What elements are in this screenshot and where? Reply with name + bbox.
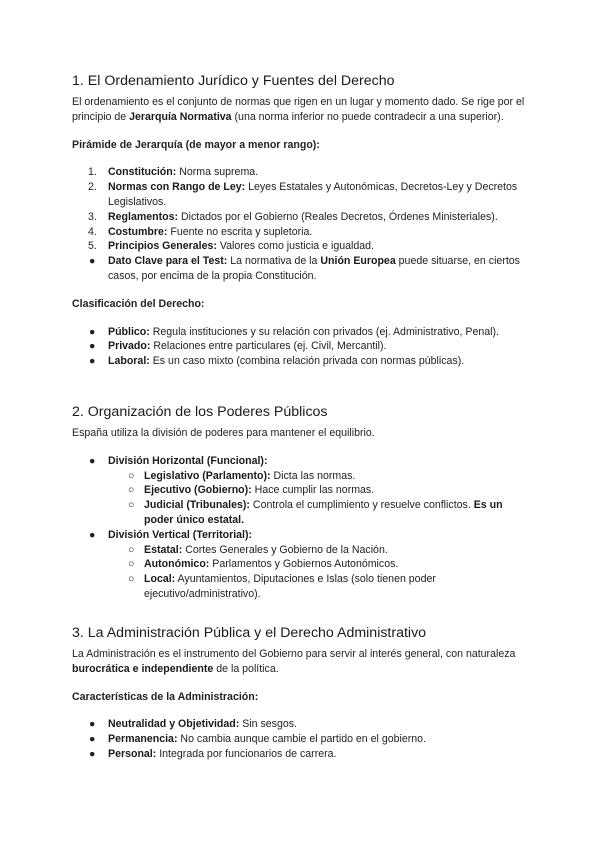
list-item: ● Privado: Relaciones entre particulares (ej. Civil, Mercantil). <box>89 340 387 353</box>
section-1-intro: El ordenamiento es el conjunto de normas que rigen en un lugar y momento dado. Se rige por el principio de Jerarquía Normativa (una norma inferior no puede contradecir a una superior). <box>72 96 525 123</box>
classification-list <box>72 325 532 369</box>
list-item: 1. Constitución: Norma suprema. <box>88 166 259 179</box>
sub-list <box>108 543 532 602</box>
bullet-icon: ● <box>89 718 96 731</box>
list-item: ● Personal: Integrada por funcionarios de carrera. <box>89 747 337 760</box>
bullet-icon: ● <box>89 454 96 467</box>
sub-list <box>108 469 532 528</box>
bullet-icon: ● <box>89 255 96 268</box>
bullet-icon: ● <box>89 340 96 353</box>
list-item: 4. Costumbre: Fuente no escrita y supletoria. <box>88 225 313 238</box>
powers-list <box>72 454 532 602</box>
section-administracion <box>72 624 532 762</box>
sub-list-item: ○ Ejecutivo (Gobierno): Hace cumplir las normas. <box>128 484 375 497</box>
sub-list-item: ○ Estatal: Cortes Generales y Gobierno de la Nación. <box>128 543 388 556</box>
circle-bullet-icon: ○ <box>128 484 135 497</box>
list-item: ● Laboral: Es un caso mixto (combina relación privada con normas públicas). <box>89 355 465 368</box>
hierarchy-list <box>72 165 532 283</box>
list-item: 2. Normas con Rango de Ley: Leyes Estatales y Autonómicas, Decretos-Ley y Decretos Legislativos. <box>88 181 518 208</box>
bullet-icon: ● <box>89 528 96 541</box>
list-number: 3. <box>88 210 97 223</box>
bullet-icon: ● <box>89 733 96 746</box>
section-3-title: 3. La Administración Pública y el Derecho Administrativo <box>72 625 427 641</box>
bullet-icon: ● <box>89 747 96 760</box>
list-number: 2. <box>88 181 97 194</box>
list-number: 4. <box>88 225 97 238</box>
bullet-icon: ● <box>89 325 96 338</box>
characteristics-list <box>72 717 532 761</box>
list-number: 5. <box>88 240 97 253</box>
list-item: 5. Principios Generales: Valores como justicia e igualdad. <box>88 240 374 253</box>
circle-bullet-icon: ○ <box>128 499 135 512</box>
list-item: ● Neutralidad y Objetividad: Sin sesgos. <box>89 718 297 731</box>
section-2-intro: España utiliza la división de poderes para mantener el equilibrio. <box>72 427 375 439</box>
pyramid-heading: Pirámide de Jerarquía (de mayor a menor rango): <box>72 138 320 151</box>
list-number: 1. <box>88 166 97 179</box>
list-item: ● Permanencia: No cambia aunque cambie el partido en el gobierno. <box>89 733 427 746</box>
circle-bullet-icon: ○ <box>128 469 135 482</box>
list-item: ● División Horizontal (Funcional): ○ Legislativo (Parlamento): Dicta las normas. ○ Ejecutivo (Gobierno): Hace cumplir las normas. ○ Judicial (Tribunales): Controla el cumplimiento y resuelve conflictos. Es un poder único estatal. <box>72 454 532 528</box>
sub-list-item: ○ Autonómico: Parlamentos y Gobiernos Autonómicos. <box>128 558 399 571</box>
key-fact-item: ● Dato Clave para el Test: La normativa de la Unión Europea puede situarse, en ciertos casos, por encima de la propia Constitución. <box>89 255 520 282</box>
characteristics-heading: Características de la Administración: <box>72 690 259 703</box>
sub-list-item: ○ Legislativo (Parlamento): Dicta las normas. <box>128 469 356 482</box>
section-2-title: 2. Organización de los Poderes Públicos <box>72 404 328 420</box>
list-item: ● División Vertical (Territorial): ○ Estatal: Cortes Generales y Gobierno de la Nación. ○ Autonómico: Parlamentos y Gobiernos Autonómicos. ○ Local: Ayuntamientos, Diputaciones e Islas (solo tienen poder ejecutivo/administrativo). <box>72 528 532 602</box>
section-3-intro: La Administración es el instrumento del Gobierno para servir al interés general, con naturaleza burocrática e independiente de la política. <box>72 648 516 675</box>
circle-bullet-icon: ○ <box>128 573 135 586</box>
sub-list-item: ○ Judicial (Tribunales): Controla el cumplimiento y resuelve conflictos. Es un poder único estatal. <box>128 499 503 526</box>
section-1-title: 1. El Ordenamiento Jurídico y Fuentes del Derecho <box>72 73 395 89</box>
list-item: ● Público: Regula instituciones y su relación con privados (ej. Administrativo, Penal). <box>89 325 499 338</box>
bullet-icon: ● <box>89 355 96 368</box>
classification-heading: Clasificación del Derecho: <box>72 297 205 310</box>
section-poderes <box>72 403 532 602</box>
circle-bullet-icon: ○ <box>128 558 135 571</box>
section-ordenamiento <box>72 72 532 369</box>
sub-list-item: ○ Local: Ayuntamientos, Diputaciones e Islas (solo tienen poder ejecutivo/administrativo). <box>128 573 436 600</box>
list-item: 3. Reglamentos: Dictados por el Gobierno (Reales Decretos, Órdenes Ministeriales). <box>88 210 498 223</box>
circle-bullet-icon: ○ <box>128 543 135 556</box>
